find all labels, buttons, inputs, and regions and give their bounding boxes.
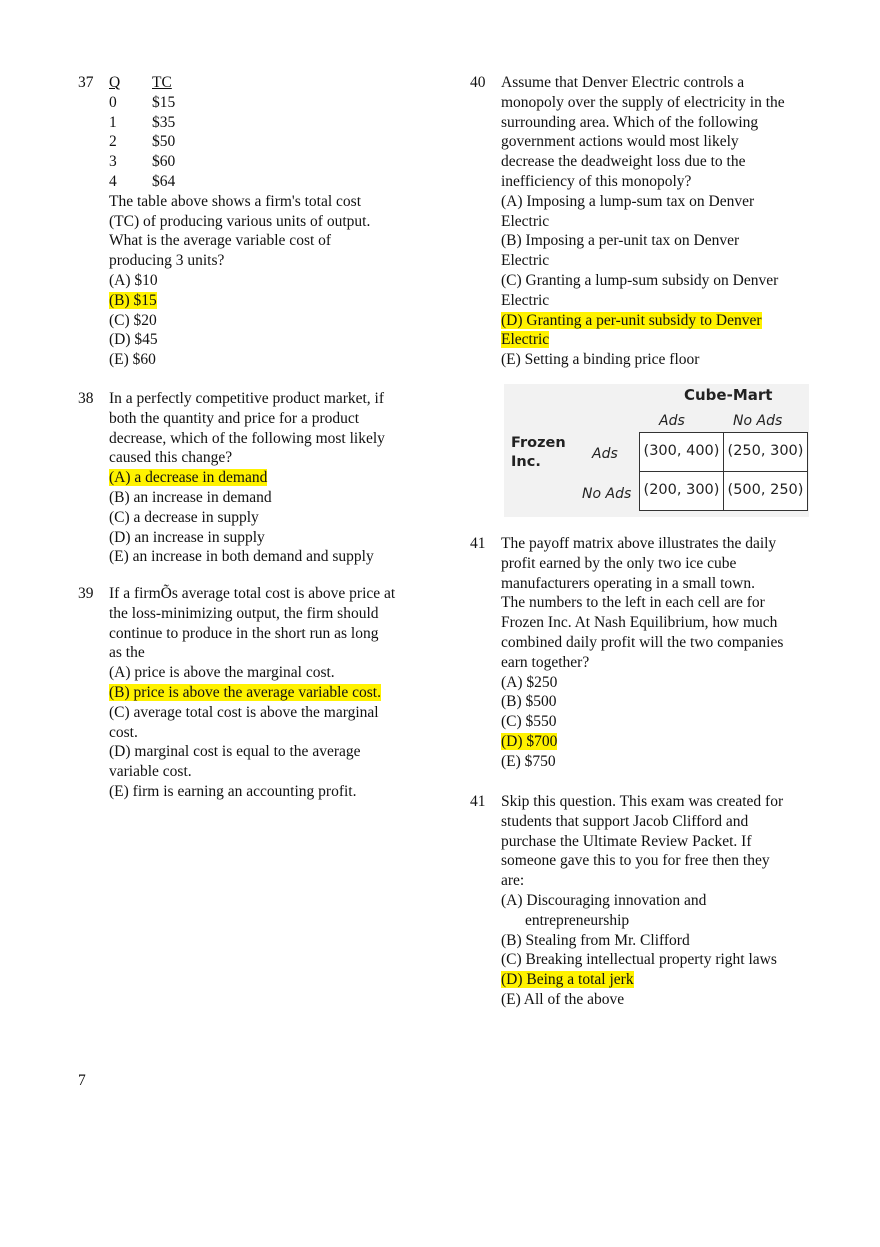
payoff-cell: (250, 300) <box>724 433 808 472</box>
answer-choice: (E) $60 <box>109 351 156 369</box>
correct-answer-choice: Electric <box>501 331 550 349</box>
answer-choice: (E) firm is earning an accounting profit. <box>109 782 357 800</box>
question-number: 40 <box>470 74 486 91</box>
page-number: 7 <box>78 1072 86 1089</box>
tc-table-row: 1 $35 <box>109 113 176 131</box>
question-number: 38 <box>78 390 94 407</box>
payoff-cell: (300, 400) <box>640 433 724 472</box>
question-body <box>501 73 785 370</box>
answer-choice: entrepreneurship <box>525 911 630 929</box>
correct-answer-choice: (D) Being a total jerk <box>501 971 634 989</box>
column-player-label: Cube-Mart <box>684 386 773 404</box>
payoff-table <box>639 432 808 511</box>
answer-choice: (B) Stealing from Mr. Clifford <box>501 931 690 949</box>
question-stem: (TC) of producing various units of output. <box>109 212 371 230</box>
answer-choice: (A) price is above the marginal cost. <box>109 664 335 682</box>
answer-choice: (C) Breaking intellectual property right laws <box>501 951 777 969</box>
q-column-header: Q <box>109 74 121 91</box>
answer-choice: (C) $550 <box>501 713 557 731</box>
question-number: 37 <box>78 74 94 91</box>
answer-choice: (B) $500 <box>501 693 557 711</box>
question-stem: What is the average variable cost of <box>109 232 332 250</box>
question-stem: Skip this question. This exam was created for <box>501 793 784 810</box>
payoff-cell: (200, 300) <box>640 472 724 511</box>
question-stem: are: <box>501 872 525 890</box>
question-stem: surrounding area. Which of the following <box>501 113 759 131</box>
tc-column-header: TC <box>152 74 172 91</box>
question-stem: If a firmÕs average total cost is above price at <box>109 585 396 602</box>
row-strategy-ads: Ads <box>592 446 618 462</box>
question-stem: producing 3 units? <box>109 252 225 270</box>
column-strategy-ads: Ads <box>659 413 685 429</box>
payoff-row <box>640 472 808 511</box>
question-body <box>501 534 783 772</box>
answer-choice: (C) average total cost is above the marginal <box>109 703 379 721</box>
question-number: 41 <box>470 535 486 552</box>
question-stem: inefficiency of this monopoly? <box>501 172 692 190</box>
question-stem: monopoly over the supply of electricity in the <box>501 93 785 111</box>
row-strategy-no-ads: No Ads <box>582 486 632 502</box>
answer-choice: (A) $250 <box>501 673 558 691</box>
answer-choice: (E) All of the above <box>501 990 625 1008</box>
question-stem: The payoff matrix above illustrates the daily <box>501 535 777 552</box>
answer-choice: (C) a decrease in supply <box>109 508 259 526</box>
answer-choice: Electric <box>501 291 550 309</box>
answer-choice: (E) an increase in both demand and supply <box>109 548 374 566</box>
question-stem: government actions would most likely <box>501 133 739 151</box>
answer-choice: (E) Setting a binding price floor <box>501 351 700 369</box>
question-stem: profit earned by the only two ice cube <box>501 554 737 572</box>
tc-table-row: 4 $64 <box>109 172 176 190</box>
answer-choice: (D) $45 <box>109 331 158 349</box>
question-stem: the loss-minimizing output, the firm should <box>109 604 379 622</box>
correct-answer-choice: (A) a decrease in demand <box>109 469 268 487</box>
question-stem: Frozen Inc. At Nash Equilibrium, how much <box>501 614 778 632</box>
correct-answer-choice: (B) $15 <box>109 291 157 309</box>
question-stem: decrease the deadweight loss due to the <box>501 153 746 171</box>
answer-choice: cost. <box>109 723 138 741</box>
question-number: 41 <box>470 793 486 810</box>
question-stem: purchase the Ultimate Review Packet. If <box>501 832 752 850</box>
answer-choice: (A) Discouraging innovation and <box>501 891 707 909</box>
column-strategy-no-ads: No Ads <box>733 413 783 429</box>
question-stem: Assume that Denver Electric controls a <box>501 74 745 91</box>
question-stem: The table above shows a firm's total cost <box>109 192 362 210</box>
answer-choice: (C) $20 <box>109 311 157 329</box>
answer-choice: (C) Granting a lump-sum subsidy on Denver <box>501 271 779 289</box>
answer-choice: Electric <box>501 252 550 270</box>
question-stem: both the quantity and price for a product <box>109 409 360 427</box>
question-stem: caused this change? <box>109 449 233 467</box>
question-stem: as the <box>109 644 145 662</box>
answer-choice: (B) Imposing a per-unit tax on Denver <box>501 232 740 250</box>
answer-choice: (A) Imposing a lump-sum tax on Denver <box>501 192 755 210</box>
question-stem: manufacturers operating in a small town. <box>501 574 755 592</box>
answer-choice: variable cost. <box>109 763 192 781</box>
payoff-matrix <box>504 384 809 517</box>
tc-table-header <box>109 73 370 93</box>
question-stem: decrease, which of the following most likely <box>109 429 385 447</box>
correct-answer-choice: (D) $700 <box>501 732 558 750</box>
question-stem: The numbers to the left in each cell are for <box>501 594 765 612</box>
question-stem: earn together? <box>501 653 590 671</box>
answer-choice: Electric <box>501 212 550 230</box>
question-stem: someone gave this to you for free then they <box>501 852 770 870</box>
question-body <box>109 584 395 802</box>
tc-table-row: 3 $60 <box>109 153 176 171</box>
payoff-row <box>640 433 808 472</box>
question-number: 39 <box>78 585 94 602</box>
payoff-cell: (500, 250) <box>724 472 808 511</box>
row-player-label: Frozen Inc. <box>511 435 566 470</box>
correct-answer-choice: (B) price is above the average variable cost. <box>109 683 381 701</box>
tc-table-row: 0 $15 <box>109 93 176 111</box>
question-stem: continue to produce in the short run as long <box>109 624 379 642</box>
correct-answer-choice: (D) Granting a per-unit subsidy to Denver <box>501 311 762 329</box>
question-body <box>109 73 370 370</box>
answer-choice: (B) an increase in demand <box>109 488 272 506</box>
question-body <box>109 389 385 567</box>
question-stem: students that support Jacob Clifford and <box>501 812 749 830</box>
answer-choice: (A) $10 <box>109 271 158 289</box>
question-body <box>501 792 783 1010</box>
answer-choice: (E) $750 <box>501 752 556 770</box>
question-stem: combined daily profit will the two companies <box>501 633 784 651</box>
answer-choice: (D) marginal cost is equal to the average <box>109 743 361 761</box>
answer-choice: (D) an increase in supply <box>109 528 265 546</box>
tc-table-row: 2 $50 <box>109 133 176 151</box>
question-stem: In a perfectly competitive product market, if <box>109 390 385 407</box>
